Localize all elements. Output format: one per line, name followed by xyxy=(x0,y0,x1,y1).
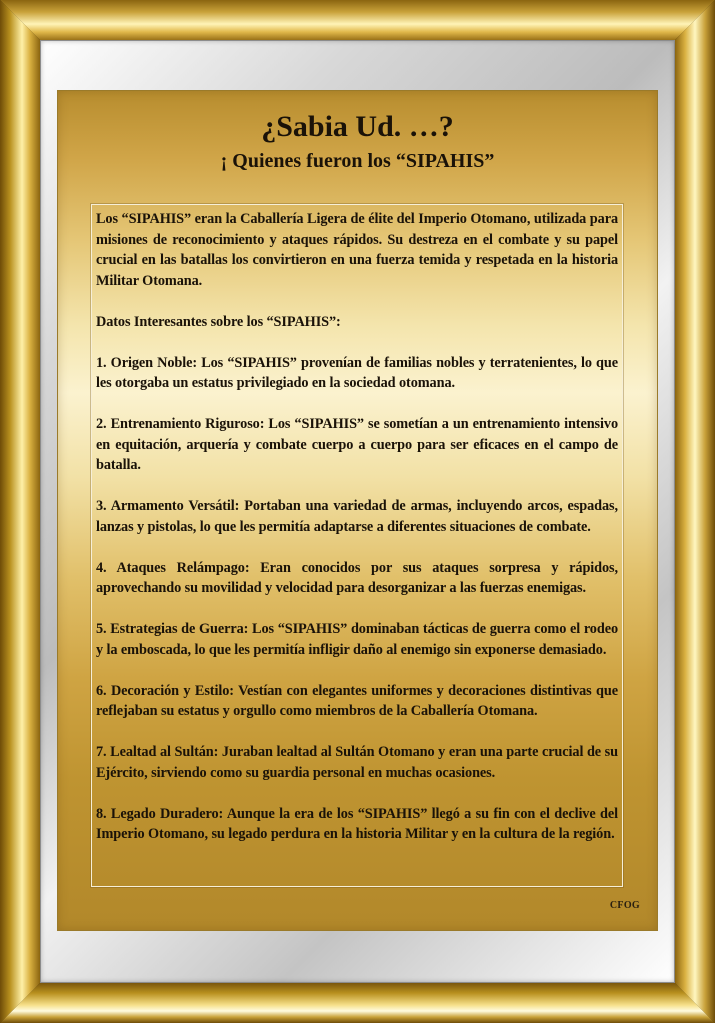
fact-item: 6. Decoración y Estilo: Vestían con elegantes uniformes y decoraciones distintivas que reflejaban su estatus y orgullo como miembros de la Caballería Otomana. xyxy=(96,682,618,719)
frame-bevel-right xyxy=(675,0,715,1023)
text-box xyxy=(91,204,623,887)
frame-bevel-bottom xyxy=(0,983,715,1023)
gold-panel xyxy=(58,91,657,930)
facts-heading: Datos Interesantes sobre los “SIPAHIS”: xyxy=(96,313,341,330)
fact-item: 3. Armamento Versátil: Portaban una variedad de armas, incluyendo arcos, espadas, lanzas y pistolas, lo que les permitía adaptarse a diferentes situaciones de combate. xyxy=(96,498,618,535)
page-title: ¿Sabia Ud. …? xyxy=(261,110,454,143)
frame-bevel-left xyxy=(0,0,40,1023)
fact-item: 1. Origen Noble: Los “SIPAHIS” provenían de familias nobles y terratenientes, lo que les otorgaba un estatus privilegiado en la sociedad otomana. xyxy=(96,354,618,391)
fact-item: 8. Legado Duradero: Aunque la era de los “SIPAHIS” llegó a su fin con el declive del Imperio Otomano, su legado perdura en la historia Militar y en la cultura de la región. xyxy=(96,805,618,842)
fact-item: 7. Lealtad al Sultán: Juraban lealtad al Sultán Otomano y eran una parte crucial de su Ejército, sirviendo como su guardia personal en muchas ocasiones. xyxy=(96,744,618,781)
fact-item: 5. Estrategias de Guerra: Los “SIPAHIS” dominaban tácticas de guerra como el rodeo y la emboscada, lo que les permitía infligir daño al enemigo sin exponerse demasiado. xyxy=(96,621,618,658)
signature: CFOG xyxy=(609,900,640,911)
fact-item: 2. Entrenamiento Riguroso: Los “SIPAHIS” se sometían a un entrenamiento intensivo en equitación, arquería y combate cuerpo a cuerpo para ser eficaces en el campo de batalla. xyxy=(96,416,618,473)
frame-bevel-top xyxy=(0,0,715,40)
intro-paragraph: Los “SIPAHIS” eran la Caballería Ligera de élite del Imperio Otomano, utilizada para misiones de reconocimiento y ataques rápidos. Su destreza en el combate y su papel crucial en las batallas los convirtieron en una fuerza temida y respetada en la historia Militar Otomana. xyxy=(96,211,618,289)
fact-item: 4. Ataques Relámpago: Eran conocidos por sus ataques sorpresa y rápidos, aprovechando su movilidad y velocidad para desorganizar a las fuerzas enemigas. xyxy=(96,559,618,596)
page-subtitle: ¡ Quienes fueron los “SIPAHIS” xyxy=(220,150,495,172)
